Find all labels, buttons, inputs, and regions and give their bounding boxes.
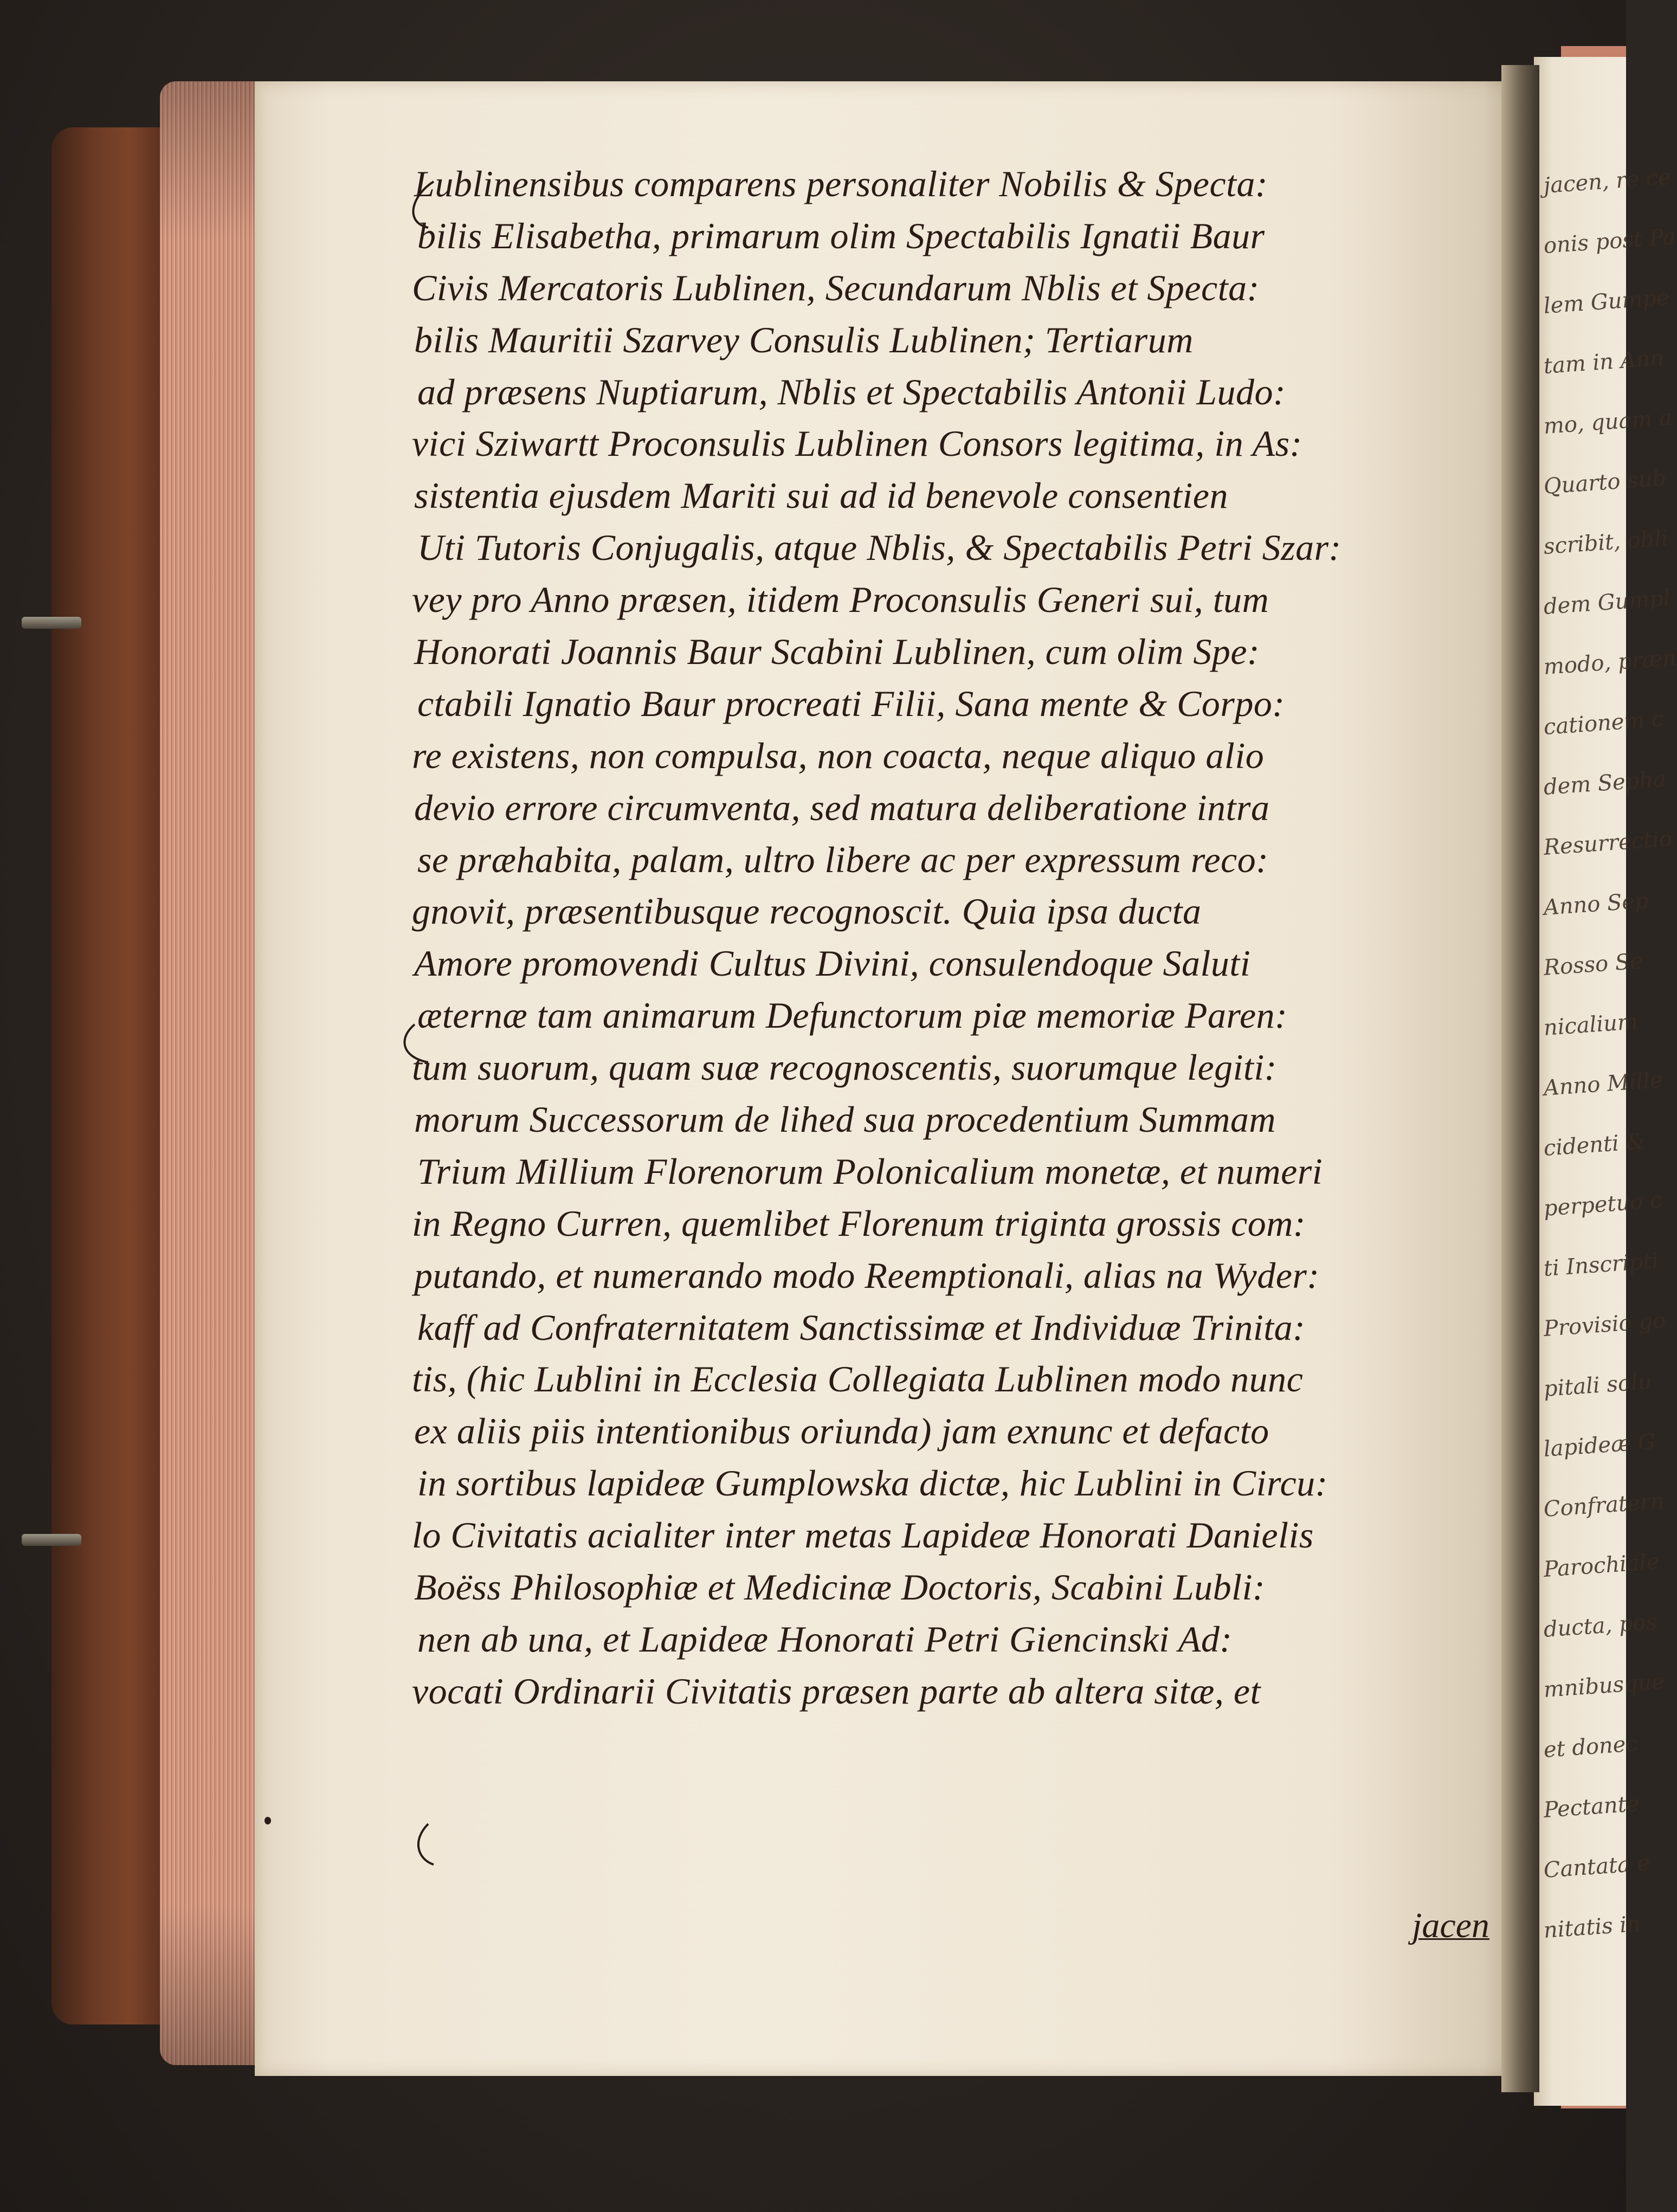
facing-page-fragment: Rosso Se	[1543, 949, 1644, 981]
manuscript-line: lo Civitatis acialiter inter metas Lapideæ Honorati Danielis	[412, 1514, 1314, 1556]
facing-page-fragment: Pectante	[1543, 1791, 1640, 1823]
facing-page-fragment: dem Sepha	[1543, 766, 1667, 800]
facing-page-fragment: Anno Mille	[1543, 1067, 1664, 1101]
manuscript-line: vey pro Anno præsen, itidem Proconsulis Generi sui, tum	[412, 579, 1269, 621]
manuscript-line: gnovit, præsentibusque recognoscit. Quia ipsa ducta	[412, 891, 1202, 932]
facing-page-fragment: Parochiale	[1543, 1549, 1660, 1582]
facing-page-fragment: onis post Pa	[1543, 224, 1676, 259]
manuscript-line: devio errore circumventa, sed matura deliberatione intra	[414, 786, 1270, 828]
facing-page-fragment: pitali solu	[1543, 1369, 1653, 1402]
facing-page-fragment: ducta, pos	[1543, 1609, 1658, 1642]
manuscript-line: se præhabita, palam, ultro libere ac per expressum reco:	[417, 839, 1269, 880]
facing-page-fragment: jacen, re ce	[1543, 164, 1672, 198]
catchword: jacen	[1412, 1906, 1489, 1945]
manuscript-line: kaff ad Confraternitatem Sanctissimæ et Individuæ Trinita:	[417, 1306, 1306, 1348]
manuscript-line: re existens, non compulsa, non coacta, neque aliquo alio	[412, 734, 1265, 776]
facing-page-fragment: mo, quam a	[1543, 405, 1673, 439]
manuscript-line: morum Successorum de lihed sua procedentium Summam	[414, 1099, 1276, 1140]
facing-page-fragment: et donec	[1543, 1731, 1639, 1763]
facing-page-fragment: Cantata e	[1543, 1850, 1651, 1883]
facing-page-fragment: Anno Sep	[1543, 888, 1650, 920]
facing-page-fragment: cationem c	[1543, 706, 1665, 740]
manuscript-line: bilis Mauritii Szarvey Consulis Lublinen; Tertiarum	[414, 319, 1194, 360]
manuscript-line: tum suorum, quam suæ recognoscentis, suorumque legiti:	[412, 1047, 1277, 1088]
manuscript-line: Honorati Joannis Baur Scabini Lublinen, cum olim Spe:	[414, 631, 1260, 672]
manuscript-line: Uti Tutoris Conjugalis, atque Nblis, & Spectabilis Petri Szar:	[417, 527, 1341, 569]
manuscript-line: Lublinensibus comparens personaliter Nobilis & Specta:	[414, 163, 1268, 204]
manuscript-line: nen ab una, et Lapideæ Honorati Petri Giencinski Ad:	[417, 1618, 1233, 1660]
facing-page-fragment: scribit, obli	[1543, 526, 1669, 559]
facing-page-fragment: mnibusque	[1543, 1669, 1666, 1702]
manuscript-line: ad præsens Nuptiarum, Nblis et Spectabilis Antonii Ludo:	[417, 371, 1286, 412]
manuscript-line: vici Sziwartt Proconsulis Lublinen Consors legitima, in As:	[412, 423, 1302, 465]
facing-page-fragment: ti Inscripti	[1543, 1248, 1660, 1281]
facing-page-fragment: dem Gumpl	[1543, 585, 1672, 620]
facing-page-fragment: Resurrectio	[1543, 826, 1673, 860]
manuscript-line: vocati Ordinarii Civitatis præsen parte ab altera sitæ, et	[412, 1670, 1261, 1712]
facing-page-fragment: Provisio go	[1543, 1308, 1667, 1342]
manuscript-line: sistentia ejusdem Mariti sui ad id benevole consentien	[414, 475, 1228, 517]
manuscript-line: Boëss Philosophiæ et Medicinæ Doctoris, Scabini Lubli:	[414, 1566, 1266, 1608]
facing-page-fragment: modo, præn	[1543, 645, 1677, 680]
manuscript-line: Trium Millium Florenorum Polonicalium monetæ, et numeri	[417, 1150, 1323, 1192]
manuscript-line: bilis Elisabetha, primarum olim Spectabilis Ignatii Baur	[417, 215, 1265, 256]
facing-page-fragment: perpetuo c	[1543, 1188, 1663, 1221]
manuscript-line: in sortibus lapideæ Gumplowska dictæ, hic Lublini in Circu:	[417, 1462, 1328, 1504]
facing-page-fragment: nicalium	[1543, 1009, 1639, 1041]
manuscript-line: æternæ tam animarum Defunctorum piæ memoriæ Paren:	[417, 995, 1288, 1036]
manuscript-line: ex aliis piis intentionibus oriunda) jam exnunc et defacto	[414, 1410, 1269, 1452]
facing-page-fragment: Confratern	[1543, 1488, 1665, 1522]
manuscript-line: tis, (hic Lublini in Ecclesia Collegiata Lublinen modo nunc	[412, 1358, 1304, 1400]
manuscript-line: putando, et numerando modo Reemptionali, alias na Wyder:	[414, 1254, 1320, 1296]
manuscript-line: Amore promovendi Cultus Divini, consulendoque Saluti	[414, 943, 1251, 984]
facing-page-fragment: cidenti &	[1543, 1128, 1646, 1161]
facing-page-fragment: Quarto sub	[1543, 466, 1667, 499]
manuscript-line: ctabili Ignatio Baur procreati Filii, Sana mente & Corpo:	[417, 682, 1285, 724]
facing-page-fragment: tam in Ann	[1543, 345, 1665, 379]
facing-page-fragment: lapideæ G	[1543, 1429, 1656, 1462]
manuscript-line: in Regno Curren, quemlibet Florenum triginta grossis com:	[412, 1202, 1306, 1244]
manuscript-line: Civis Mercatoris Lublinen, Secundarum Nblis et Specta:	[412, 267, 1260, 308]
facing-page-fragment: nitatis in	[1543, 1911, 1642, 1943]
facing-page-fragment: lem Gumpe	[1543, 285, 1670, 319]
